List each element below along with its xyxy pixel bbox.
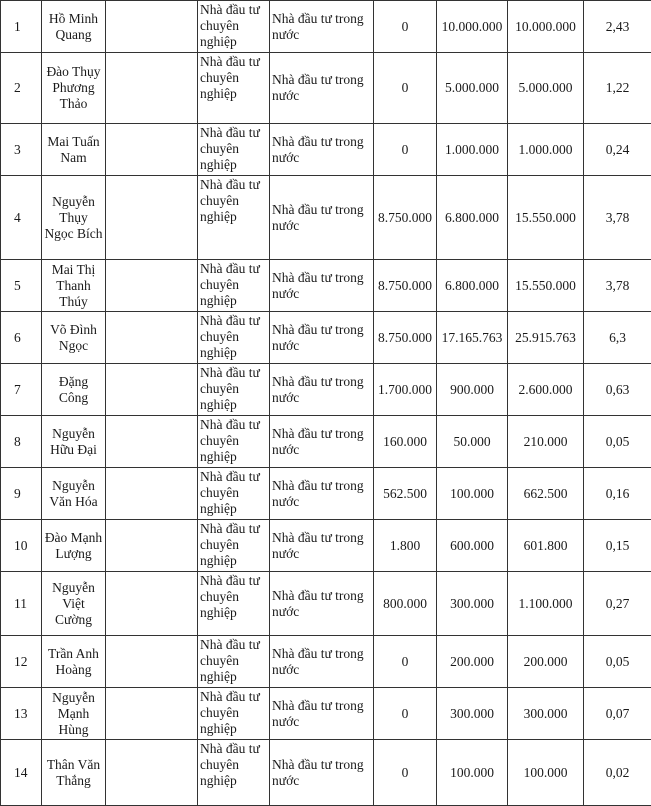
investor-name: Đào Thụy Phương Thảo: [42, 53, 106, 124]
shares-before: 8.750.000: [374, 176, 437, 260]
blank-cell: [106, 124, 198, 176]
blank-cell: [106, 636, 198, 688]
table-row: [1, 1, 651, 53]
table-row: [1, 468, 651, 520]
ownership-percent: 1,22: [584, 53, 651, 124]
investor-type: Nhà đầu tư chuyên nghiệp: [198, 364, 270, 416]
table-row: [1, 520, 651, 572]
shares-after: 601.800: [508, 520, 584, 572]
table-row: [1, 176, 651, 260]
shares-before: 0: [374, 688, 437, 740]
investor-name: Nguyễn Thụy Ngọc Bích: [42, 176, 106, 260]
investor-name: Nguyễn Việt Cường: [42, 572, 106, 636]
blank-cell: [106, 572, 198, 636]
ownership-percent: 3,78: [584, 176, 651, 260]
shares-before: 160.000: [374, 416, 437, 468]
shares-after: 15.550.000: [508, 176, 584, 260]
shares-after: 210.000: [508, 416, 584, 468]
shares-change: 100.000: [437, 468, 508, 520]
row-number: 11: [1, 572, 42, 636]
investor-type: Nhà đầu tư chuyên nghiệp: [198, 53, 270, 124]
shares-change: 100.000: [437, 740, 508, 806]
investor-type: Nhà đầu tư chuyên nghiệp: [198, 572, 270, 636]
shares-before: 800.000: [374, 572, 437, 636]
investor-type: Nhà đầu tư chuyên nghiệp: [198, 176, 270, 260]
shares-before: 1.800: [374, 520, 437, 572]
shares-after: 1.000.000: [508, 124, 584, 176]
table-row: [1, 260, 651, 312]
table-row: [1, 740, 651, 806]
investor-name: Thân Văn Thắng: [42, 740, 106, 806]
blank-cell: [106, 416, 198, 468]
row-number: 6: [1, 312, 42, 364]
investor-name: Nguyễn Hữu Đại: [42, 416, 106, 468]
investor-type: Nhà đầu tư chuyên nghiệp: [198, 1, 270, 53]
investor-type: Nhà đầu tư chuyên nghiệp: [198, 468, 270, 520]
blank-cell: [106, 176, 198, 260]
investor-origin: Nhà đầu tư trong nước: [270, 520, 374, 572]
investor-name: Hồ Minh Quang: [42, 1, 106, 53]
investor-type: Nhà đầu tư chuyên nghiệp: [198, 740, 270, 806]
shares-change: 17.165.763: [437, 312, 508, 364]
ownership-percent: 0,05: [584, 416, 651, 468]
shares-change: 600.000: [437, 520, 508, 572]
ownership-percent: 0,05: [584, 636, 651, 688]
shares-before: 1.700.000: [374, 364, 437, 416]
ownership-percent: 0,15: [584, 520, 651, 572]
investor-origin: Nhà đầu tư trong nước: [270, 364, 374, 416]
row-number: 12: [1, 636, 42, 688]
investor-name: Võ Đình Ngọc: [42, 312, 106, 364]
blank-cell: [106, 468, 198, 520]
investor-origin: Nhà đầu tư trong nước: [270, 176, 374, 260]
shares-after: 662.500: [508, 468, 584, 520]
shares-after: 25.915.763: [508, 312, 584, 364]
shares-change: 50.000: [437, 416, 508, 468]
blank-cell: [106, 740, 198, 806]
investor-origin: Nhà đầu tư trong nước: [270, 260, 374, 312]
blank-cell: [106, 53, 198, 124]
shares-after: 15.550.000: [508, 260, 584, 312]
shares-before: 8.750.000: [374, 312, 437, 364]
shares-change: 300.000: [437, 572, 508, 636]
row-number: 5: [1, 260, 42, 312]
row-number: 4: [1, 176, 42, 260]
shares-change: 1.000.000: [437, 124, 508, 176]
shares-change: 6.800.000: [437, 260, 508, 312]
table-row: [1, 416, 651, 468]
table-row: [1, 572, 651, 636]
ownership-percent: 0,16: [584, 468, 651, 520]
table-row: [1, 688, 651, 740]
blank-cell: [106, 312, 198, 364]
shares-change: 5.000.000: [437, 53, 508, 124]
shares-before: 0: [374, 740, 437, 806]
investor-type: Nhà đầu tư chuyên nghiệp: [198, 124, 270, 176]
row-number: 1: [1, 1, 42, 53]
shares-change: 200.000: [437, 636, 508, 688]
shares-change: 6.800.000: [437, 176, 508, 260]
investor-origin: Nhà đầu tư trong nước: [270, 1, 374, 53]
investor-type: Nhà đầu tư chuyên nghiệp: [198, 636, 270, 688]
shares-after: 300.000: [508, 688, 584, 740]
ownership-percent: 0,02: [584, 740, 651, 806]
ownership-percent: 2,43: [584, 1, 651, 53]
investor-origin: Nhà đầu tư trong nước: [270, 572, 374, 636]
ownership-percent: 0,24: [584, 124, 651, 176]
table-row: [1, 312, 651, 364]
investor-origin: Nhà đầu tư trong nước: [270, 312, 374, 364]
shares-change: 900.000: [437, 364, 508, 416]
row-number: 8: [1, 416, 42, 468]
investor-type: Nhà đầu tư chuyên nghiệp: [198, 688, 270, 740]
investor-name: Nguyễn Văn Hóa: [42, 468, 106, 520]
investor-name: Mai Thị Thanh Thúy: [42, 260, 106, 312]
investor-type: Nhà đầu tư chuyên nghiệp: [198, 260, 270, 312]
blank-cell: [106, 364, 198, 416]
investor-name: Đặng Công: [42, 364, 106, 416]
table-row: [1, 364, 651, 416]
table-row: [1, 124, 651, 176]
row-number: 13: [1, 688, 42, 740]
row-number: 3: [1, 124, 42, 176]
shares-after: 5.000.000: [508, 53, 584, 124]
investor-origin: Nhà đầu tư trong nước: [270, 740, 374, 806]
investor-type: Nhà đầu tư chuyên nghiệp: [198, 520, 270, 572]
row-number: 2: [1, 53, 42, 124]
shares-before: 562.500: [374, 468, 437, 520]
shares-after: 1.100.000: [508, 572, 584, 636]
table-row: [1, 53, 651, 124]
ownership-percent: 0,27: [584, 572, 651, 636]
investor-name: Mai Tuấn Nam: [42, 124, 106, 176]
shares-before: 0: [374, 124, 437, 176]
ownership-percent: 0,63: [584, 364, 651, 416]
row-number: 7: [1, 364, 42, 416]
investor-origin: Nhà đầu tư trong nước: [270, 468, 374, 520]
investor-type: Nhà đầu tư chuyên nghiệp: [198, 312, 270, 364]
shares-before: 8.750.000: [374, 260, 437, 312]
blank-cell: [106, 520, 198, 572]
shares-before: 0: [374, 636, 437, 688]
blank-cell: [106, 260, 198, 312]
shares-change: 10.000.000: [437, 1, 508, 53]
table-row: [1, 636, 651, 688]
shares-after: 10.000.000: [508, 1, 584, 53]
investor-origin: Nhà đầu tư trong nước: [270, 688, 374, 740]
blank-cell: [106, 688, 198, 740]
shares-after: 100.000: [508, 740, 584, 806]
shares-change: 300.000: [437, 688, 508, 740]
investor-origin: Nhà đầu tư trong nước: [270, 636, 374, 688]
ownership-percent: 6,3: [584, 312, 651, 364]
investor-name: Nguyễn Mạnh Hùng: [42, 688, 106, 740]
investor-name: Trần Anh Hoàng: [42, 636, 106, 688]
investor-origin: Nhà đầu tư trong nước: [270, 53, 374, 124]
shares-after: 2.600.000: [508, 364, 584, 416]
table-body: [1, 1, 651, 806]
shares-before: 0: [374, 53, 437, 124]
blank-cell: [106, 1, 198, 53]
ownership-percent: 3,78: [584, 260, 651, 312]
investor-origin: Nhà đầu tư trong nước: [270, 124, 374, 176]
shares-before: 0: [374, 1, 437, 53]
row-number: 14: [1, 740, 42, 806]
investor-origin: Nhà đầu tư trong nước: [270, 416, 374, 468]
investor-name: Đào Mạnh Lượng: [42, 520, 106, 572]
ownership-percent: 0,07: [584, 688, 651, 740]
row-number: 9: [1, 468, 42, 520]
shares-after: 200.000: [508, 636, 584, 688]
row-number: 10: [1, 520, 42, 572]
investor-type: Nhà đầu tư chuyên nghiệp: [198, 416, 270, 468]
